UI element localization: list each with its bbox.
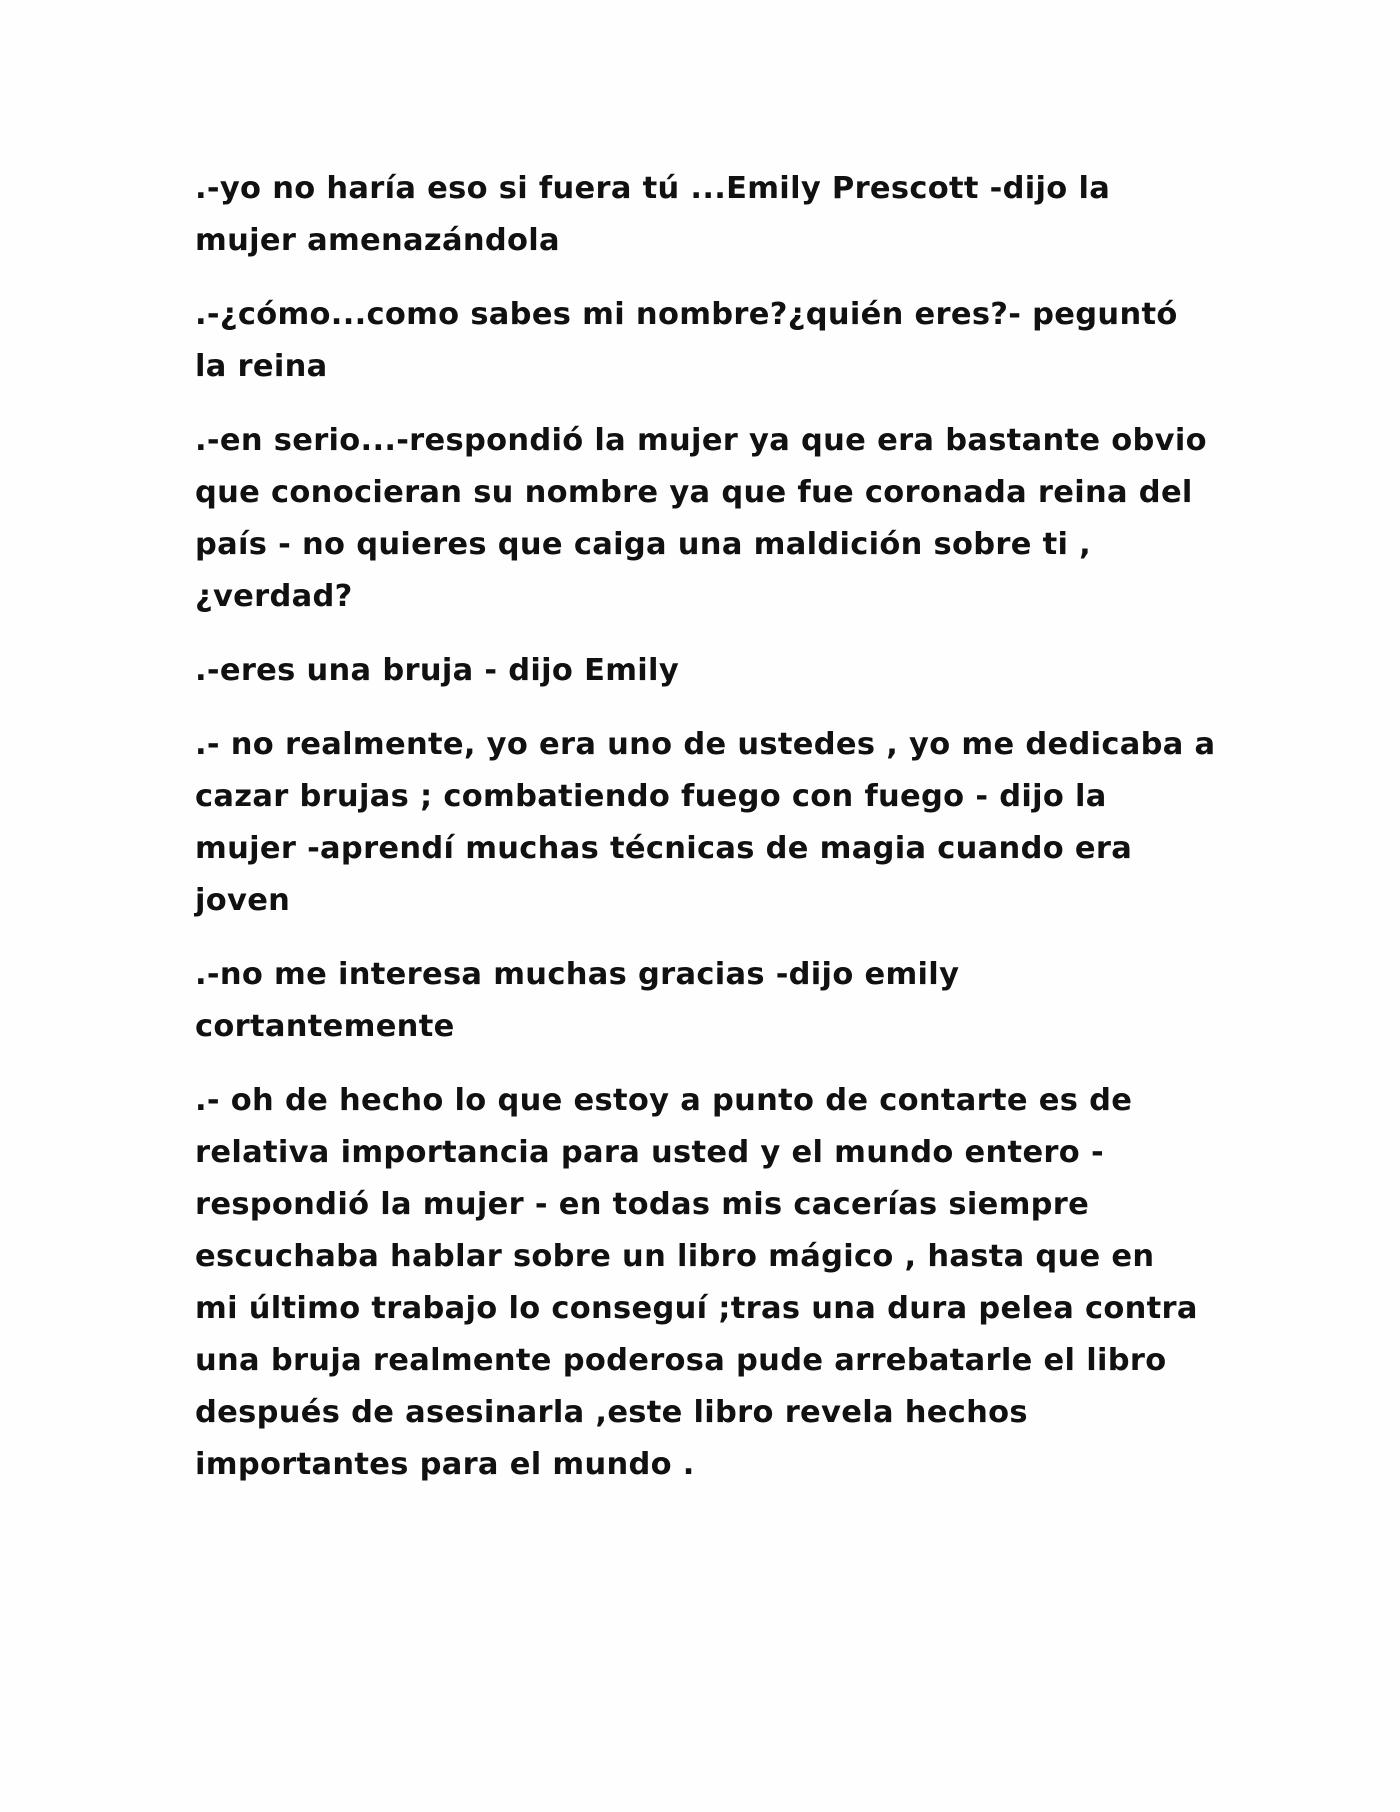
- text-line: la reina: [195, 349, 328, 384]
- text-line: relativa importancia para usted y el mundo entero -: [195, 1135, 1104, 1170]
- text-line: cortantemente: [195, 1009, 455, 1044]
- text-line: escuchaba hablar sobre un libro mágico , hasta que en: [195, 1239, 1155, 1274]
- text-line: mujer amenazándola: [195, 223, 560, 258]
- text-line: una bruja realmente poderosa pude arrebatarle el libro: [195, 1343, 1167, 1378]
- paragraph-7: [195, 1075, 1235, 1491]
- text-line: ¿verdad?: [195, 579, 353, 614]
- paragraph-3: [195, 415, 1235, 623]
- paragraph-6: [195, 949, 1235, 1053]
- paragraph-4: [195, 645, 1235, 697]
- text-line: que conocieran su nombre ya que fue coronada reina del: [195, 475, 1193, 510]
- text-line: después de asesinarla ,este libro revela hechos: [195, 1395, 1028, 1430]
- document-body: [195, 163, 1235, 1513]
- text-line: mujer -aprendí muchas técnicas de magia cuando era: [195, 831, 1133, 866]
- text-line: .-no me interesa muchas gracias -dijo emily: [195, 957, 960, 992]
- text-line: .-eres una bruja - dijo Emily: [195, 653, 679, 688]
- text-line: importantes para el mundo .: [195, 1447, 695, 1482]
- text-line: cazar brujas ; combatiendo fuego con fuego - dijo la: [195, 779, 1107, 814]
- text-line: .-yo no haría eso si fuera tú ...Emily Prescott -dijo la: [195, 171, 1111, 206]
- text-line: joven: [195, 883, 291, 918]
- text-line: país - no quieres que caiga una maldición sobre ti ,: [195, 527, 1092, 562]
- text-line: .-¿cómo...como sabes mi nombre?¿quién eres?- peguntó: [195, 297, 1178, 332]
- paragraph-1: [195, 163, 1235, 267]
- text-line: .- no realmente, yo era uno de ustedes , yo me dedicaba a: [195, 727, 1216, 762]
- text-line: .- oh de hecho lo que estoy a punto de contarte es de: [195, 1083, 1133, 1118]
- paragraph-5: [195, 719, 1235, 927]
- text-line: respondió la mujer - en todas mis cacerías siempre: [195, 1187, 1090, 1222]
- text-line: mi último trabajo lo conseguí ;tras una dura pelea contra: [195, 1291, 1198, 1326]
- text-line: .-en serio...-respondió la mujer ya que era bastante obvio: [195, 423, 1207, 458]
- paragraph-2: [195, 289, 1235, 393]
